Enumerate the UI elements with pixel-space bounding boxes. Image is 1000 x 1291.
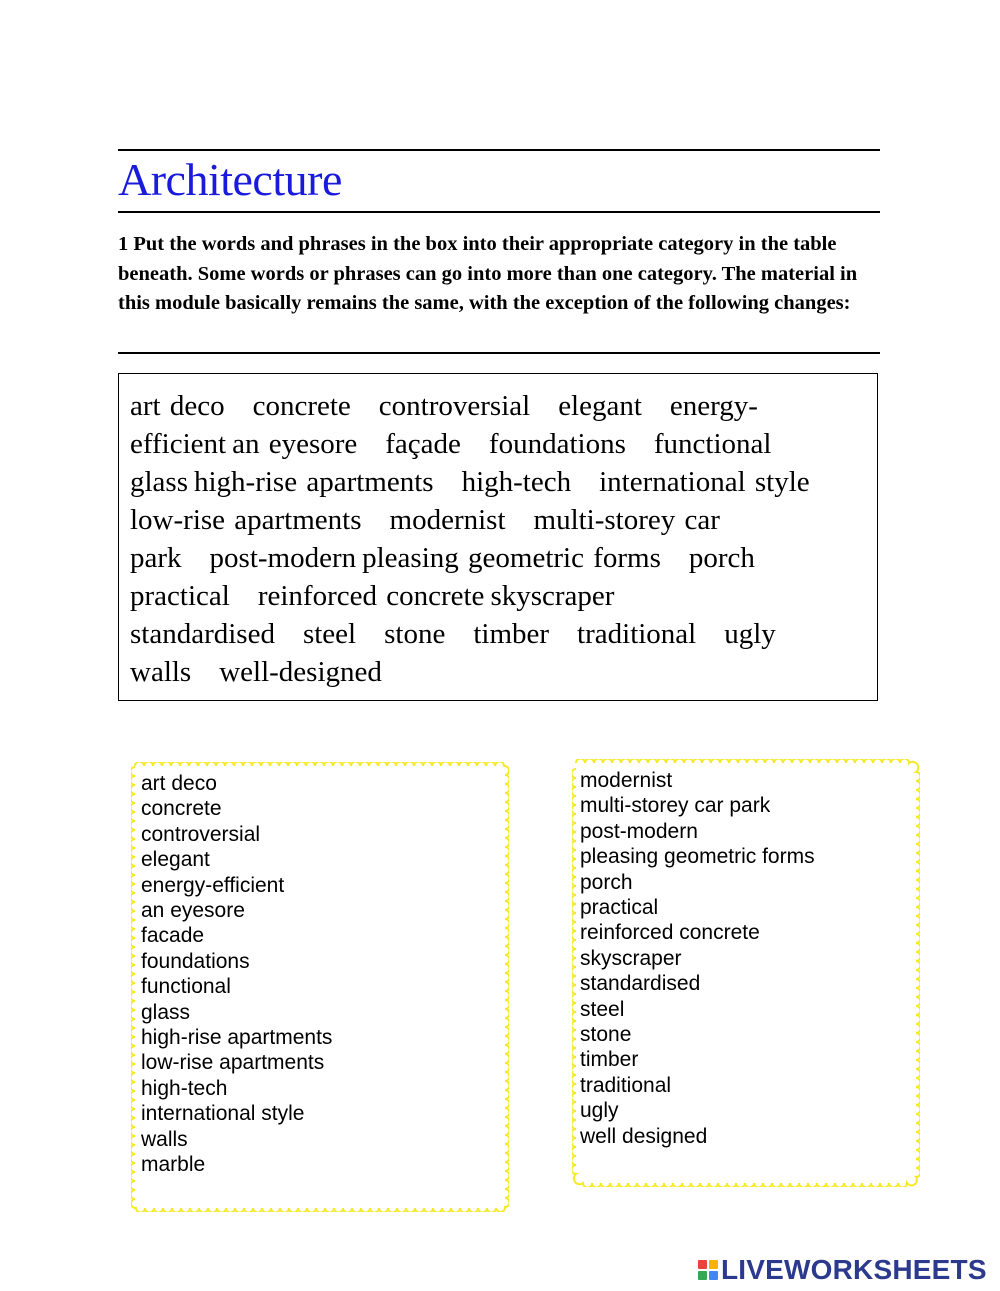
answer-item: glass (141, 1000, 191, 1024)
title-rule (118, 211, 880, 213)
answer-item: international style (141, 1102, 305, 1126)
answer-item: an eyesore (141, 899, 245, 923)
right-answer-list (580, 768, 815, 1149)
word-box-item: porch (688, 542, 755, 574)
word-box-text (130, 387, 875, 691)
answer-item: foundations (141, 949, 250, 973)
word-box-line (130, 577, 875, 615)
answer-item: practical (580, 896, 659, 920)
word-box-item: controversial (378, 390, 531, 422)
answer-item: high-rise apartments (141, 1026, 333, 1050)
answer-item: well designed (580, 1124, 708, 1148)
logo-icon (698, 1260, 718, 1280)
word-box-item: concrete (252, 390, 351, 422)
word-box-line (130, 463, 875, 501)
answer-item: elegant (141, 848, 210, 872)
answer-item: low-rise apartments (141, 1051, 325, 1075)
word-box-line (130, 425, 875, 463)
word-box-line (130, 615, 875, 653)
word-box-item: efficient (130, 428, 227, 460)
word-box-item: international style (599, 466, 810, 498)
word-box-item: reinforced concrete (257, 580, 485, 612)
answer-item: art deco (141, 772, 217, 795)
word-box-item: standardised (130, 618, 275, 650)
word-box-line (130, 387, 875, 425)
answer-item: controversial (141, 822, 261, 846)
answer-item: modernist (580, 769, 673, 792)
instructions: 1 Put the words and phrases in the box into their appropriate category in the table beneath. Some words or phrases can go into more than one category. The material in this module basically remains the same, with the exception of the following changes: (118, 233, 858, 314)
answer-item: ugly (580, 1099, 619, 1123)
word-box-line (130, 539, 875, 577)
answer-item: high-tech (141, 1076, 228, 1100)
word-box-item: façade (385, 428, 461, 460)
word-box-item: stone (384, 618, 446, 650)
answer-item: marble (141, 1153, 206, 1177)
word-box-item: multi-storey car (533, 504, 720, 536)
word-box-item: modernist (389, 504, 506, 536)
logo-tile (698, 1271, 707, 1280)
word-box-line (130, 501, 875, 539)
answer-item: steel (580, 997, 625, 1021)
word-box-item: functional (653, 428, 772, 460)
liveworksheets-logo (698, 1256, 987, 1284)
answer-item: walls (141, 1127, 188, 1151)
word-box-item: energy- (669, 390, 758, 422)
answer-item: traditional (580, 1073, 672, 1097)
word-box-item: post-modern (209, 542, 357, 574)
word-box-item: walls (130, 656, 192, 688)
logo-tile (709, 1260, 718, 1269)
word-box-line (130, 653, 875, 691)
word-box-item: skyscraper (490, 580, 615, 612)
word-box-item: glass (130, 466, 188, 498)
word-box-item: traditional (577, 618, 697, 650)
answer-item: facade (141, 924, 205, 948)
answer-item: post-modern (580, 819, 698, 843)
word-box-item: well-designed (219, 656, 382, 688)
answer-item: skyscraper (580, 946, 682, 970)
answer-item: reinforced concrete (580, 921, 760, 945)
answer-item: functional (141, 975, 231, 999)
top-rule (118, 149, 880, 151)
answer-item: porch (580, 870, 633, 894)
word-box-item: low-rise apartments (130, 504, 362, 536)
word-box-item: pleasing geometric forms (362, 542, 661, 574)
word-box-item: art deco (130, 390, 225, 422)
answer-item: standardised (580, 972, 701, 996)
instructions-rule (118, 352, 880, 354)
answer-item: pleasing geometric forms (580, 845, 815, 869)
answer-item: timber (580, 1048, 639, 1072)
word-box-item: high-tech (461, 466, 572, 498)
answer-item: energy-efficient (141, 873, 285, 897)
answer-item: concrete (141, 797, 222, 821)
logo-text: LIVEWORKSHEETS (721, 1254, 987, 1285)
word-box-item: foundations (488, 428, 626, 460)
word-box-item: ugly (724, 618, 776, 650)
logo-tile (709, 1271, 718, 1280)
word-box-item: timber (473, 618, 550, 650)
logo-tile (698, 1260, 707, 1269)
answer-item: stone (580, 1023, 632, 1047)
answer-item: multi-storey car park (580, 794, 771, 818)
left-answer-list (141, 771, 332, 1178)
page-title: Architecture (118, 154, 342, 205)
word-box-item: steel (302, 618, 357, 650)
word-box-item: park (130, 542, 182, 574)
word-box-item: elegant (558, 390, 642, 422)
word-box-item: high-rise apartments (194, 466, 434, 498)
word-box-item: practical (130, 580, 230, 612)
word-box-item: an eyesore (232, 428, 358, 460)
